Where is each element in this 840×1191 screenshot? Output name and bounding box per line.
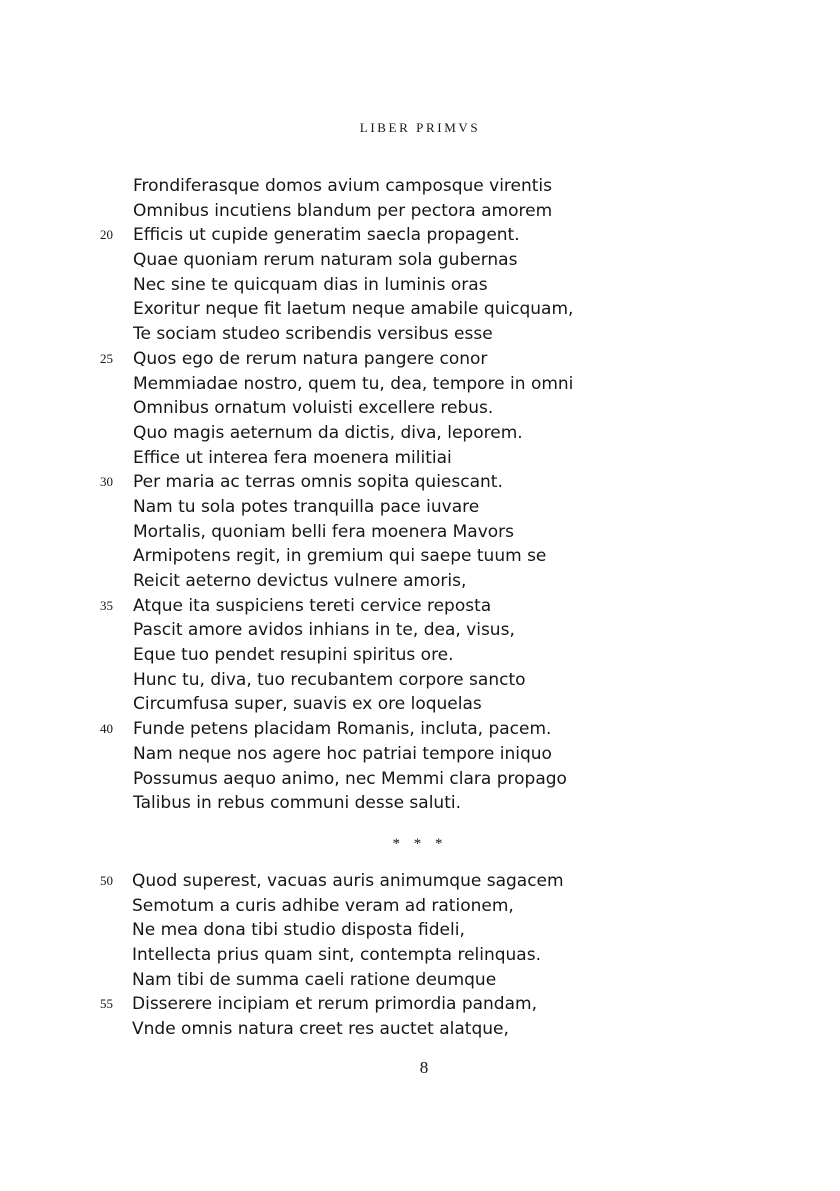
- verse-stanza-2: [0, 869, 840, 1042]
- verse-line: [0, 446, 840, 471]
- verse-line: [0, 992, 840, 1017]
- verse-line: [0, 717, 840, 742]
- verse-text: Memmiadae nostro, quem tu, dea, tempore in omni: [133, 373, 574, 394]
- verse-text: Effice ut interea fera moenera militiai: [133, 447, 452, 468]
- verse-line: [0, 520, 840, 545]
- verse-line: [0, 248, 840, 273]
- verse-line: [0, 791, 840, 816]
- verse-line: [0, 943, 840, 968]
- verse-line: [0, 869, 840, 894]
- verse-line: [0, 618, 840, 643]
- verse-text: Reicit aeterno devictus vulnere amoris,: [133, 571, 467, 591]
- line-number: 55: [100, 996, 113, 1012]
- verse-text: Possumus aequo animo, nec Memmi clara propago: [133, 768, 567, 789]
- verse-text: Frondiferasque domos avium camposque virentis: [133, 176, 553, 196]
- verse-text: Omnibus incutiens blandum per pectora amorem: [133, 200, 553, 221]
- verse-line: [0, 918, 840, 943]
- section-break-asterisks: * * *: [392, 836, 448, 852]
- verse-text: Quo magis aeternum da dictis, diva, leporem.: [133, 422, 523, 443]
- verse-line: [0, 421, 840, 446]
- verse-text: Nam tibi de summa caeli ratione deumque: [132, 969, 497, 990]
- verse-text: Hunc tu, diva, tuo recubantem corpore sancto: [133, 669, 526, 690]
- verse-text: Intellecta prius quam sint, contempta relinquas.: [132, 945, 541, 966]
- verse-line: [0, 396, 840, 421]
- verse-text: Ne mea dona tibi studio disposta fideli,: [132, 920, 465, 941]
- verse-text: Disserere incipiam et rerum primordia pandam,: [132, 994, 537, 1015]
- verse-text: Quod superest, vacuas auris animumque sagacem: [132, 871, 564, 891]
- verse-line: [0, 174, 840, 199]
- verse-text: Te sociam studeo scribendis versibus esse: [133, 324, 493, 345]
- verse-text: Nec sine te quicquam dias in luminis oras: [133, 274, 488, 295]
- verse-text: Vnde omnis natura creet res auctet alatque,: [132, 1019, 509, 1040]
- page-number: 8: [419, 1058, 429, 1077]
- verse-line: [0, 347, 840, 372]
- verse-line: [0, 1017, 840, 1042]
- line-number: 20: [100, 227, 113, 243]
- line-number: 30: [100, 474, 113, 490]
- verse-line: [0, 894, 840, 919]
- verse-text: Talibus in rebus communi desse saluti.: [133, 793, 461, 814]
- verse-line: [0, 767, 840, 792]
- verse-line: [0, 199, 840, 224]
- verse-text: Per maria ac terras omnis sopita quiescant.: [133, 472, 503, 493]
- verse-line: [0, 594, 840, 619]
- verse-text: Armipotens regit, in gremium qui saepe tuum se: [133, 546, 547, 567]
- verse-text: Omnibus ornatum voluisti excellere rebus.: [133, 398, 494, 419]
- verse-line: [0, 643, 840, 668]
- verse-line: [0, 372, 840, 397]
- verse-line: [0, 742, 840, 767]
- line-number: 25: [100, 350, 113, 366]
- verse-text: Quos ego de rerum natura pangere conor: [133, 348, 488, 369]
- verse-line: [0, 297, 840, 322]
- line-number: 35: [100, 597, 113, 613]
- verse-text: Mortalis, quoniam belli fera moenera Mavors: [133, 521, 515, 542]
- verse-text: Atque ita suspiciens tereti cervice reposta: [133, 595, 492, 616]
- verse-text: Funde petens placidam Romanis, incluta, pacem.: [133, 719, 552, 740]
- verse-line: [0, 544, 840, 569]
- verse-line: [0, 273, 840, 298]
- verse-text: Nam tu sola potes tranquilla pace iuvare: [133, 496, 480, 517]
- verse-line: [0, 223, 840, 248]
- verse-line: [0, 569, 840, 594]
- verse-stanza-1: [0, 174, 840, 816]
- verse-text: Pascit amore avidos inhians in te, dea, visus,: [133, 620, 515, 641]
- line-number: 50: [100, 873, 113, 888]
- verse-text: Exoritur neque fit laetum neque amabile quicquam,: [133, 299, 574, 320]
- verse-text: Eque tuo pendet resupini spiritus ore.: [133, 645, 454, 666]
- verse-line: [0, 322, 840, 347]
- verse-text: Nam neque nos agere hoc patriai tempore iniquo: [133, 743, 552, 764]
- verse-line: [0, 692, 840, 717]
- verse-line: [0, 495, 840, 520]
- verse-text: Semotum a curis adhibe veram ad rationem,: [132, 895, 514, 916]
- verse-line: [0, 968, 840, 993]
- line-number: 40: [100, 721, 113, 737]
- verse-text: Circumfusa super, suavis ex ore loquelas: [133, 694, 482, 715]
- verse-text: Efficis ut cupide generatim saecla propagent.: [133, 225, 520, 246]
- running-head: LIBER PRIMVS: [359, 120, 481, 135]
- verse-line: [0, 668, 840, 693]
- verse-line: [0, 470, 840, 495]
- verse-text: Quae quoniam rerum naturam sola gubernas: [133, 250, 518, 271]
